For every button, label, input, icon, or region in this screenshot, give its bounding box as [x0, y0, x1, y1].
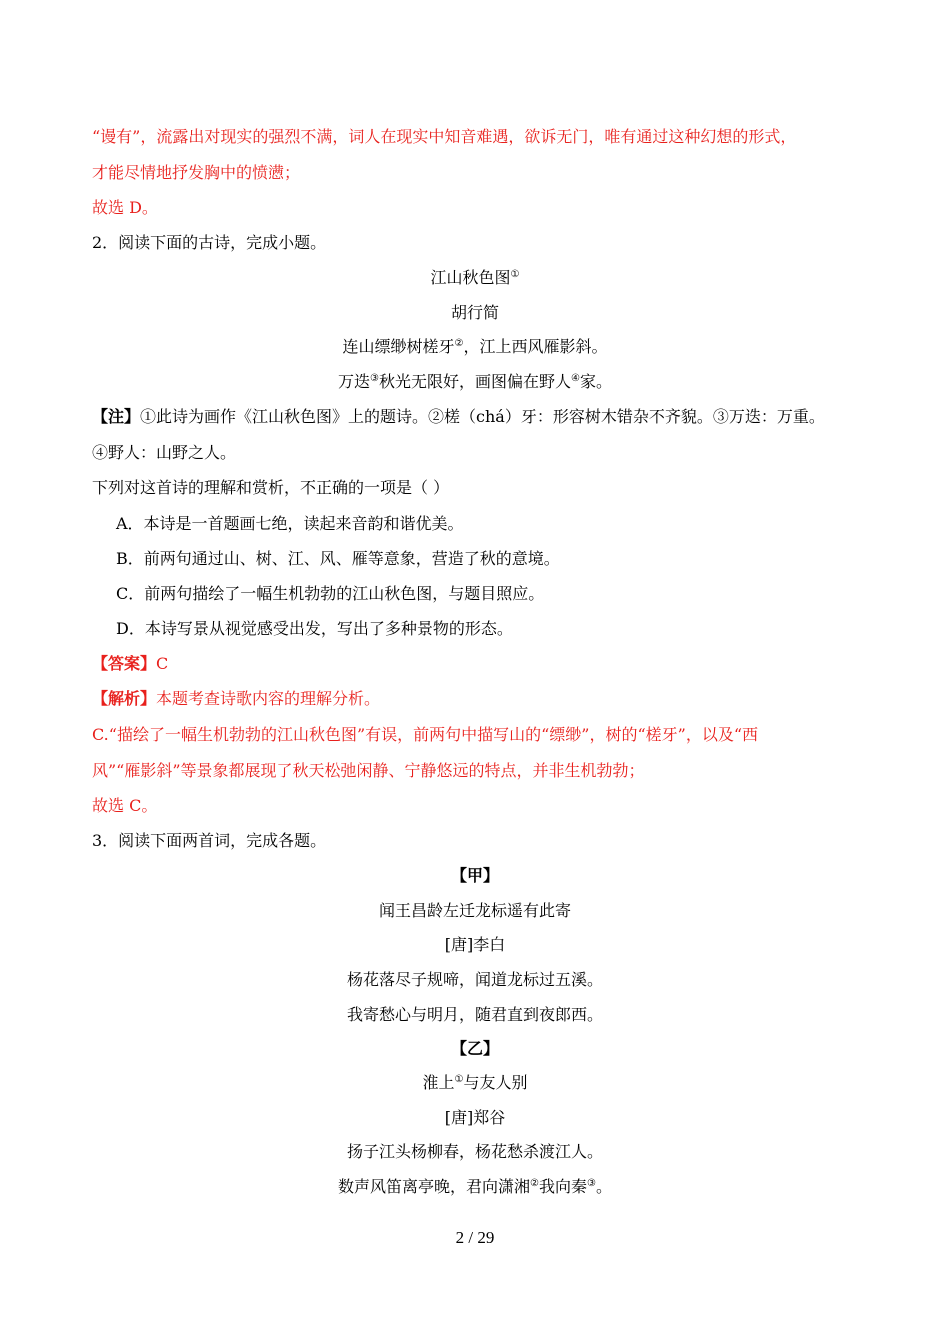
q3-yi-line-2 — [0, 1177, 950, 1197]
poem-title-text: 江山秋色图 — [430, 268, 511, 287]
q2-option-d: D．本诗写景从视觉感受出发，写出了多种景物的形态。 — [116, 619, 513, 638]
poem-line-1-note-mark: ② — [454, 338, 464, 349]
page-number: 2 / 29 — [455, 1228, 495, 1247]
poem-line-1-part-a: 连山缥缈树槎牙 — [342, 337, 455, 356]
q3-yi-author: [唐]郑谷 — [444, 1108, 506, 1127]
q2-analysis-intro — [92, 689, 380, 709]
yi-line-2-note-mark: ② — [530, 1178, 539, 1189]
q3-jia-title: 闻王昌龄左迁龙标遥有此寄 — [378, 901, 571, 920]
poem-line-2-part-b: 秋光无限好，画图偏在野人 — [378, 372, 571, 391]
poem-title-note-mark: ① — [510, 269, 520, 280]
q3-stem: 3．阅读下面两首词，完成各题。 — [92, 831, 327, 850]
q3-jia-label: 【甲】 — [450, 866, 499, 885]
q3-yi-label: 【乙】 — [450, 1039, 499, 1058]
q3-jia-line-1: 杨花落尽子规啼，闻道龙标过五溪。 — [346, 970, 603, 989]
poem-line-2-part-a: 万迭 — [338, 372, 371, 391]
yi-line-2-part-c: 。 — [595, 1177, 612, 1196]
q2-conclusion: 故选 C。 — [92, 796, 158, 815]
q3-yi-title — [0, 1073, 950, 1093]
q2-option-c: C．前两句描绘了一幅生机勃勃的江山秋色图，与题目照应。 — [116, 584, 545, 603]
q3-yi-line-1: 扬子江头杨柳春，杨花愁杀渡江人。 — [346, 1142, 603, 1161]
q2-poem-author: 胡行简 — [450, 303, 499, 322]
q2-poem-title — [0, 268, 950, 288]
yi-line-2-note-mark-2: ③ — [587, 1178, 596, 1189]
poem-line-2-part-c: 家。 — [579, 372, 612, 391]
q2-analysis-line-1: C.“描绘了一幅生机勃勃的江山秋色图”有误，前两句中描写山的“缥缈”，树的“槎牙”，以及“西 — [92, 725, 759, 744]
prev-analysis-line-2: 才能尽情地抒发胸中的愤懑； — [92, 163, 301, 182]
analysis-intro-text: 本题考查诗歌内容的理解分析。 — [156, 689, 381, 708]
q2-notes-line-1 — [92, 407, 825, 427]
q2-answer — [92, 654, 168, 674]
q3-jia-line-2: 我寄愁心与明月，随君直到夜郎西。 — [346, 1005, 603, 1024]
q2-question: 下列对这首诗的理解和赏析，不正确的一项是（ ） — [92, 478, 450, 497]
q3-jia-author: [唐]李白 — [444, 935, 506, 954]
yi-line-2-part-b: 我向秦 — [538, 1177, 587, 1196]
prev-analysis-line-1: “谩有”，流露出对现实的强烈不满，词人在现实中知音难遇，欲诉无门，唯有通过这种幻想的形式， — [92, 127, 797, 146]
q2-notes-line-2: ④野人：山野之人。 — [92, 443, 237, 462]
answer-value: C — [156, 654, 169, 673]
notes-text: ①此诗为画作《江山秋色图》上的题诗。②槎（chá）牙：形容树木错杂不齐貌。③万迭：万重。 — [140, 407, 825, 426]
q2-poem-line-1 — [0, 337, 950, 357]
notes-label: 【注】 — [92, 407, 141, 426]
answer-label: 【答案】 — [92, 654, 157, 673]
prev-conclusion: 故选 D。 — [92, 198, 158, 217]
yi-title-note-mark: ① — [454, 1074, 464, 1085]
yi-title-part-a: 淮上 — [422, 1073, 455, 1092]
yi-title-part-b: 与友人别 — [463, 1073, 528, 1092]
analysis-label: 【解析】 — [92, 689, 157, 708]
q2-poem-line-2 — [0, 372, 950, 392]
poem-line-1-part-b: ，江上西风雁影斜。 — [463, 337, 608, 356]
q2-option-a: A．本诗是一首题画七绝，读起来音韵和谐优美。 — [116, 514, 464, 533]
poem-line-2-note-mark: ③ — [370, 373, 379, 384]
q2-analysis-line-2: 风”“雁影斜”等景象都展现了秋天松弛闲静、宁静悠远的特点，并非生机勃勃； — [92, 761, 645, 780]
q2-option-b: B．前两句通过山、树、江、风、雁等意象，营造了秋的意境。 — [116, 549, 560, 568]
yi-line-2-part-a: 数声风笛离亭晚，君向潇湘 — [338, 1177, 531, 1196]
poem-line-2-note-mark-2: ④ — [571, 373, 580, 384]
q2-stem: 2．阅读下面的古诗，完成小题。 — [92, 233, 327, 252]
